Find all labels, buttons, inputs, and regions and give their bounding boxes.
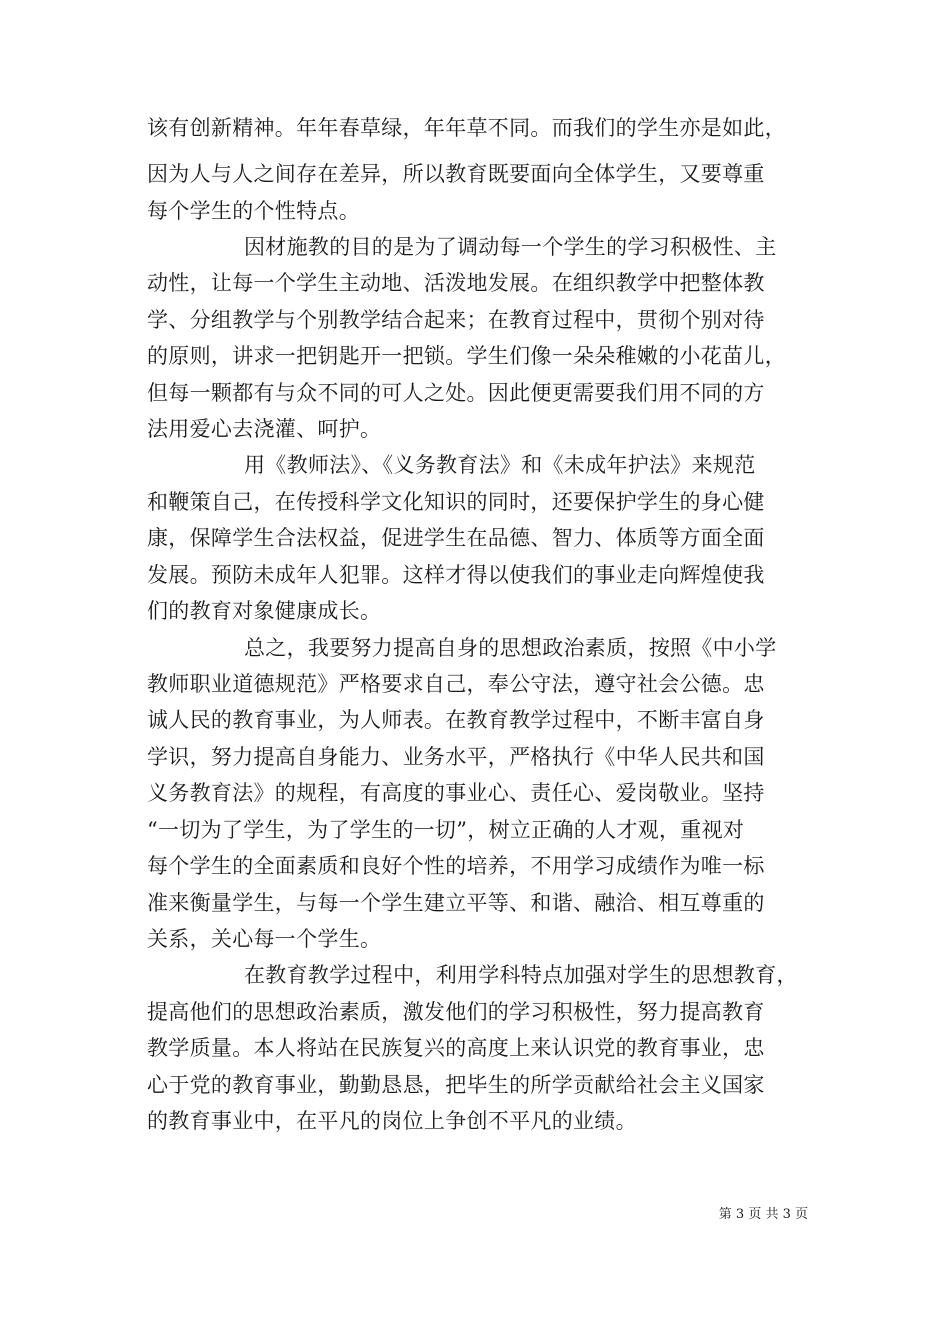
text-line: 因为人与人之间存在差异，所以教育既要面向全体学生，又要尊重 [147, 162, 765, 186]
text-line: 关系，关心每一个学生。 [147, 927, 382, 951]
text-line: 的原则，讲求一把钥匙开一把锁。学生们像一朵朵稚嫩的小花苗儿， [147, 344, 786, 368]
text-line: 义务教育法》的规程，有高度的事业心、责任心、爱岗敬业。坚持 [147, 781, 765, 805]
text-line: 法用爱心去浇灌、呵护。 [147, 417, 382, 441]
text-line: 准来衡量学生，与每一个学生建立平等、和谐、融洽、相互尊重的 [147, 891, 765, 915]
text-line: 心于党的教育事业，勤勤恳恳，把毕生的所学贡献给社会主义国家 [147, 1073, 765, 1097]
text-line: 教师职业道德规范》严格要求自己，奉公守法，遵守社会公德。忠 [147, 672, 765, 696]
paragraph-first-line: 因材施教的目的是为了调动每一个学生的学习积极性、主 [244, 235, 777, 259]
text-line: 康，保障学生合法权益，促进学生在品德、智力、体质等方面全面 [147, 526, 765, 550]
text-line: 但每一颗都有与众不同的可人之处。因此便更需要我们用不同的方 [147, 381, 765, 405]
text-line: 每个学生的个性特点。 [147, 199, 360, 223]
paragraph-first-line: 用《教师法》、《义务教育法》和《未成年护法》来规范 [244, 453, 756, 477]
text-line: 学识，努力提高自身能力、业务水平，严格执行《中华人民共和国 [147, 745, 765, 769]
text-line: 动性，让每一个学生主动地、活泼地发展。在组织教学中把整体教 [147, 271, 765, 295]
text-line: 学、分组教学与个别教学结合起来；在教育过程中，贯彻个别对待 [147, 308, 765, 332]
text-line: 和鞭策自己，在传授科学文化知识的同时，还要保护学生的身心健 [147, 490, 765, 514]
text-line: 发展。预防未成年人犯罪。这样才得以使我们的事业走向辉煌使我 [147, 563, 765, 587]
text-line: 诚人民的教育事业，为人师表。在教育教学过程中，不断丰富自身 [147, 708, 765, 732]
text-line: 教学质量。本人将站在民族复兴的高度上来认识党的教育事业，忠 [147, 1036, 765, 1060]
text-line: 提高他们的思想政治素质，激发他们的学习积极性，努力提高教育 [147, 1000, 765, 1024]
page-number: 第 3 页 共 3 页 [718, 1207, 808, 1222]
paragraph-first-line: 在教育教学过程中，利用学科特点加强对学生的思想教育， [244, 963, 798, 987]
text-line: 该有创新精神。年年春草绿，年年草不同。而我们的学生亦是如此， [147, 116, 786, 140]
text-line: 的教育事业中，在平凡的岗位上争创不平凡的业绩。 [147, 1109, 637, 1133]
text-line: 们的教育对象健康成长。 [147, 599, 382, 623]
paragraph-first-line: 总之，我要努力提高自身的思想政治素质，按照《中小学 [244, 636, 777, 660]
text-line: 每个学生的全面素质和良好个性的培养，不用学习成绩作为唯一标 [147, 854, 765, 878]
text-line: “一切为了学生，为了学生的一切”，树立正确的人才观，重视对 [147, 818, 745, 842]
